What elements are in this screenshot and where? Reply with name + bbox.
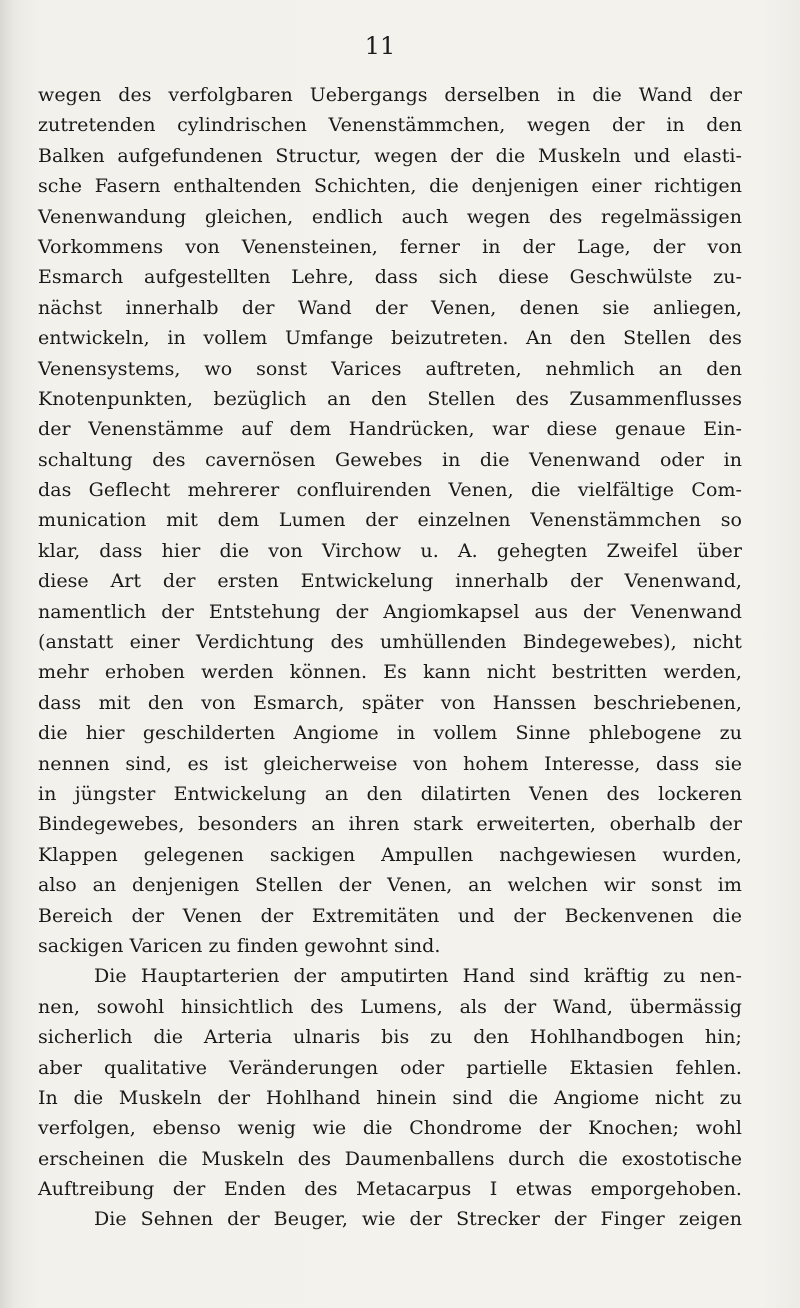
text-line: erscheinen die Muskeln des Daumenballens durch die exostotische [38,1147,742,1170]
text-line: sicherlich die Arteria ulnaris bis zu den Hohlhandbogen hin; [38,1026,742,1049]
text-line: Vorkommens von Venensteinen, ferner in der Lage, der von [38,235,742,258]
text-line: Venenwandung gleichen, endlich auch wegen des regelmässigen [38,205,742,228]
text-line: nächst innerhalb der Wand der Venen, denen sie anliegen, [38,296,742,319]
text-line: munication mit dem Lumen der einzelnen Venenstämmchen so [38,509,742,532]
page-body-text [38,80,742,1235]
text-line: sche Fasern enthaltenden Schichten, die denjenigen einer richtigen [38,175,742,198]
text-line: Venensystems, wo sonst Varices auftreten, nehmlich an den [38,357,742,380]
text-line: klar, dass hier die von Virchow u. A. gehegten Zweifel über [38,539,742,562]
page-number: 11 [364,32,396,60]
text-line: (anstatt einer Verdichtung des umhüllenden Bindegewebes), nicht [38,631,742,654]
text-line: Bereich der Venen der Extremitäten und der Beckenvenen die [38,904,742,927]
text-line: also an denjenigen Stellen der Venen, an welchen wir sonst im [38,874,742,897]
text-line: Knotenpunkten, bezüglich an den Stellen des Zusammenflusses [38,387,742,410]
text-line: In die Muskeln der Hohlhand hinein sind die Angiome nicht zu [38,1086,742,1109]
text-line: Balken aufgefundenen Structur, wegen der die Muskeln und elasti- [38,144,742,167]
text-line: wegen des verfolgbaren Uebergangs derselben in die Wand der [38,84,742,106]
text-line: sackigen Varicen zu finden gewohnt sind. [38,934,441,957]
text-line: das Geflecht mehrerer confluirenden Venen, die vielfältige Com- [38,479,742,502]
text-line: aber qualitative Veränderungen oder partielle Ektasien fehlen. [38,1056,742,1079]
text-line: Die Sehnen der Beuger, wie der Strecker der Finger zeigen [94,1208,742,1231]
text-line: nennen sind, es ist gleicherweise von hohem Interesse, dass sie [38,752,742,775]
text-line: Klappen gelegenen sackigen Ampullen nachgewiesen wurden, [38,843,742,866]
text-line: zutretenden cylindrischen Venenstämmchen, wegen der in den [38,114,742,137]
text-line: nen, sowohl hinsichtlich des Lumens, als der Wand, übermässig [38,995,742,1018]
text-line: schaltung des cavernösen Gewebes in die Venenwand oder in [38,448,742,471]
text-line: Auftreibung der Enden des Metacarpus I etwas emporgehoben. [38,1178,742,1201]
text-line: namentlich der Entstehung der Angiomkapsel aus der Venenwand [38,600,742,623]
text-line: in jüngster Entwickelung an den dilatirten Venen des lockeren [38,782,742,805]
text-line: Bindegewebes, besonders an ihren stark erweiterten, oberhalb der [38,813,742,836]
text-line: Esmarch aufgestellten Lehre, dass sich diese Geschwülste zu- [38,266,742,289]
text-line: die hier geschilderten Angiome in vollem Sinne phlebogene zu [38,722,742,745]
text-line: mehr erhoben werden können. Es kann nicht bestritten werden, [38,661,742,684]
text-line: diese Art der ersten Entwickelung innerhalb der Venenwand, [38,570,742,593]
text-line: dass mit den von Esmarch, später von Hanssen beschriebenen, [38,691,742,714]
text-line: der Venenstämme auf dem Handrücken, war diese genaue Ein- [38,418,742,441]
text-line: entwickeln, in vollem Umfange beizutreten. An den Stellen des [38,327,742,350]
text-line: verfolgen, ebenso wenig wie die Chondrome der Knochen; wohl [38,1117,742,1140]
text-line: Die Hauptarterien der amputirten Hand sind kräftig zu nen- [94,965,742,988]
